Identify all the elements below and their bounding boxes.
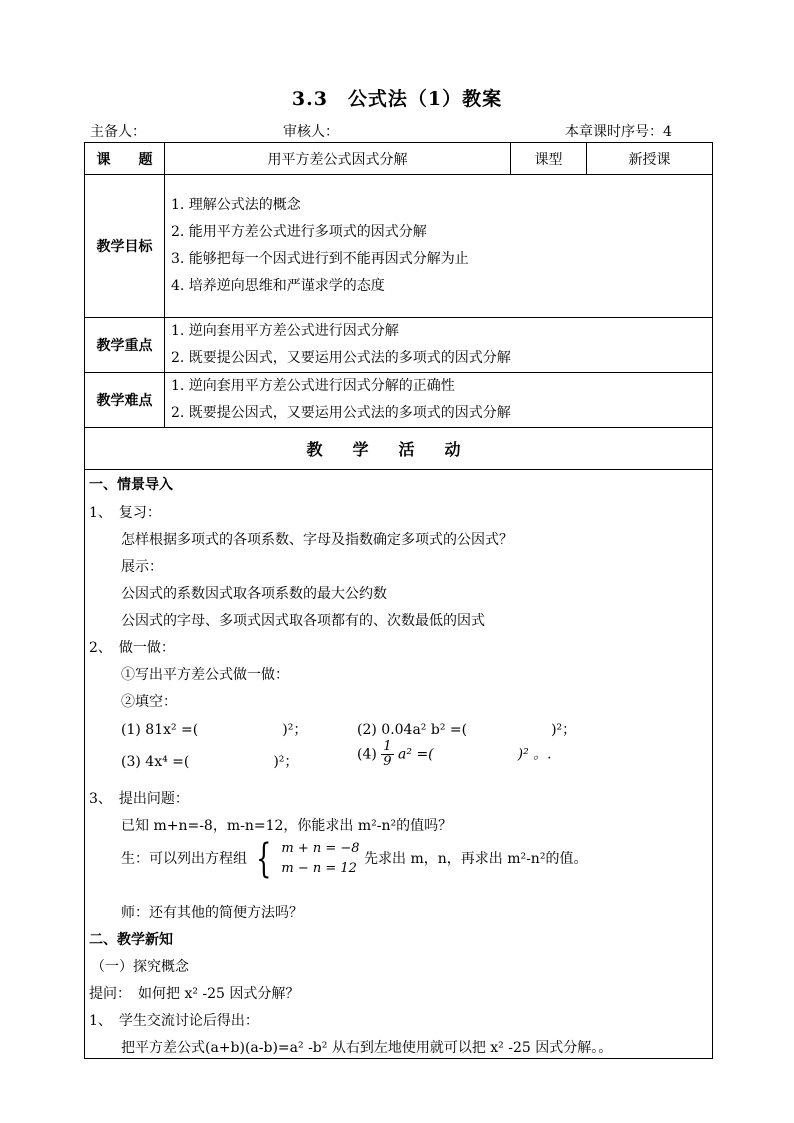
type-value: 新授课 [587,143,713,175]
content-line: 公因式的系数因式取各项系数的最大公约数 [121,586,387,602]
equation-suffix: 先求出 m，n，再求出 m²-n²的值。 [364,851,588,867]
preparer-label: 主备人： [90,124,146,140]
activity-content-row [85,470,713,1059]
key-points-row [85,318,713,373]
goal-item: 2. 能用平方差公式进行多项式的因式分解 [171,224,427,240]
section-heading: 二、教学新知 [89,932,173,948]
exercise-2: (2) 0.04a² b² =( )²； [357,722,577,738]
fraction-denominator: 9 [383,754,392,769]
brace-icon: { [256,836,272,882]
fraction-numerator: 1 [383,739,392,754]
activity-title: 教学活动 [85,428,713,470]
equation-1: m + n = −8 [281,841,360,856]
content-line: 展示： [121,559,163,575]
content-line: （一）探究概念 [91,959,189,975]
equation-prefix: 生：可以列出方程组 [121,851,247,867]
exercise-4-prefix: (4) [357,746,377,763]
content-line: 2、 做一做： [89,640,175,656]
key-points-list [165,318,713,373]
goal-item: 3. 能够把每一个因式进行到不能再因式分解为止 [171,251,469,267]
exercise-1: (1) 81x² =( )²； [121,722,308,738]
equation-system [281,839,359,879]
content-line: 已知 m+n=-8，m-n=12，你能求出 m²-n²的值吗？ [121,818,453,834]
goals-list [165,175,713,318]
content-line: 师：还有其他的简便方法吗？ [121,905,303,921]
page-title: 3.3 公式法（1）教案 [291,88,503,110]
goals-row [85,175,713,318]
goals-label: 教学目标 [85,175,165,318]
activity-content [85,470,712,1058]
lesson-plan-table [84,142,713,1059]
content-line: 3、 提出问题： [89,791,189,807]
reviewer-label: 审核人： [283,124,339,140]
equation-system-line [121,836,588,882]
difficulty-item: 2. 既要提公因式，又要运用公式法的多项式的因式分解 [171,405,511,421]
exercise-3: (3) 4x⁴ =( )²； [121,754,299,770]
content-line: 把平方差公式(a+b)(a-b)=a² -b² 从右到左地使用就可以把 x² -25 因式分解。。 [121,1040,613,1056]
goal-item: 1. 理解公式法的概念 [171,197,301,213]
key-points-label: 教学重点 [85,318,165,373]
topic-label: 课 题 [85,143,165,175]
topic-row [85,143,713,175]
difficulties-list [165,373,713,428]
fraction [381,740,393,769]
topic-value: 用平方差公式因式分解 [165,143,511,175]
key-point-item: 1. 逆向套用平方差公式进行因式分解 [171,323,399,339]
difficulties-row [85,373,713,428]
section-heading: 一、情景导入 [89,477,173,493]
exercise-4-suffix: a² =( )² 。. [398,746,552,763]
exercise-4 [357,740,552,769]
difficulties-label: 教学难点 [85,373,165,428]
type-label: 课型 [511,143,587,175]
activity-header-row [85,428,713,470]
content-line: 提问： 如何把 x² -25 因式分解？ [89,986,300,1002]
key-point-item: 2. 既要提公因式，又要运用公式法的多项式的因式分解 [171,350,511,366]
content-line: 1、 复习： [89,505,161,521]
content-line: 1、 学生交流讨论后得出： [89,1013,259,1029]
content-line: 怎样根据多项式的各项系数、字母及指数确定多项式的公因式？ [121,532,513,548]
difficulty-item: 1. 逆向套用平方差公式进行因式分解的正确性 [171,378,455,394]
content-line: 公因式的字母、多项式因式取各项都有的、次数最低的因式 [121,613,485,629]
equation-2: m − n = 12 [281,861,357,876]
content-line: ①写出平方差公式做一做： [121,667,289,683]
content-line: ②填空： [121,694,177,710]
lesson-number: 本章课时序号：4 [565,124,672,140]
goal-item: 4. 培养逆向思维和严谨求学的态度 [171,278,385,294]
